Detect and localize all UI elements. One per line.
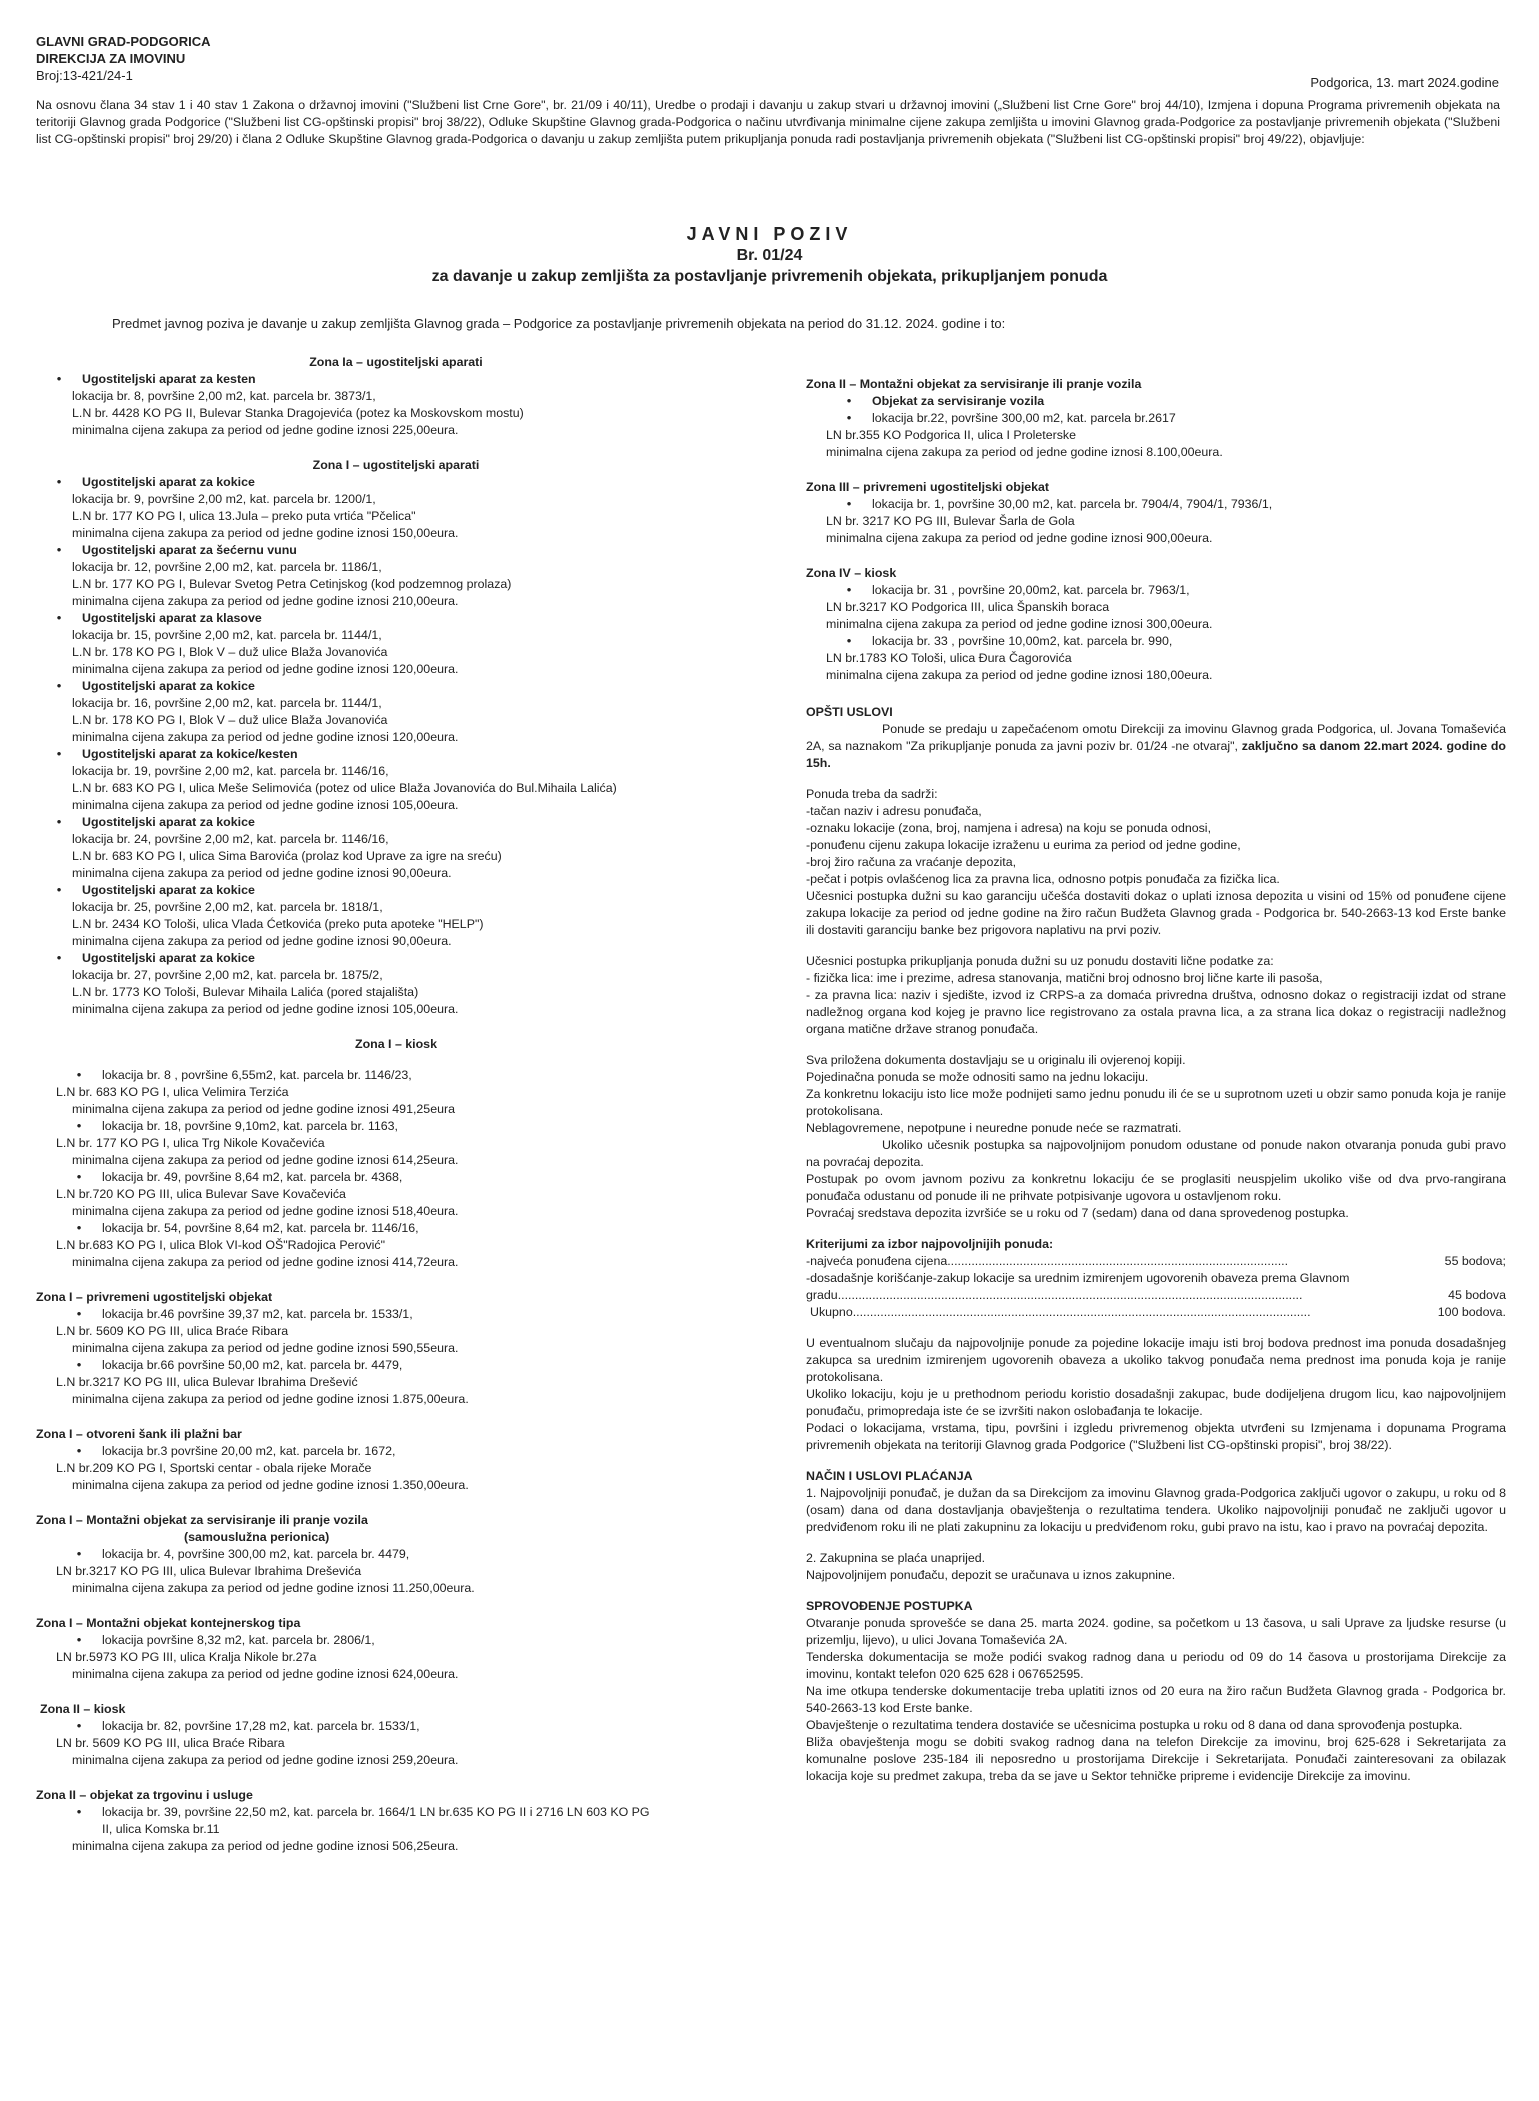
location-item: • lokacija br.66 površine 50,00 m2, kat. parcela br. 4479, L.N br.3217 KO PG III, ulica Bulevar Ibrahima Drešević minimalna cijena zakupa za period od jedne godine iznosi 1.875,00eura. bbox=[36, 1357, 756, 1408]
item-address: L.N br.720 KO PG III, ulica Bulevar Save Kovačevića bbox=[56, 1187, 346, 1201]
item-price: minimalna cijena zakupa za period od jedne godine iznosi 1.875,00eura. bbox=[72, 1392, 469, 1406]
item-price: minimalna cijena zakupa za period od jedne godine iznosi 225,00eura. bbox=[72, 423, 459, 437]
item-price: minimalna cijena zakupa za period od jedne godine iznosi 590,55eura. bbox=[72, 1341, 459, 1355]
item-location: lokacija br. 19, površine 2,00 m2, kat. parcela br. 1146/16, bbox=[72, 764, 389, 778]
list-item: Obavještenje o rezultatima tendera dostaviće se učesnicima postupka u roku od 8 dana od dana sprovođenja postupka. bbox=[806, 1718, 1463, 1732]
item-type: Ugostiteljski aparat za klasove bbox=[82, 611, 262, 625]
item-type: Ugostiteljski aparat za šećernu vunu bbox=[82, 543, 297, 557]
criteria-row bbox=[806, 1253, 1506, 1270]
item-price: minimalna cijena zakupa za period od jedne godine iznosi 105,00eura. bbox=[72, 1002, 459, 1016]
zone-heading: Zona I – privremeni ugostiteljski objekat bbox=[36, 1290, 273, 1304]
criteria-points: 55 bodova; bbox=[1444, 1254, 1506, 1268]
item-price: minimalna cijena zakupa za period od jedne godine iznosi 120,00eura. bbox=[72, 730, 459, 744]
item-location: lokacija br. 1, površine 30,00 m2, kat. parcela br. 7904/4, 7904/1, 7936/1, bbox=[872, 497, 1273, 511]
location-item: • lokacija br. 39, površine 22,50 m2, kat. parcela br. 1664/1 LN br.635 KO PG II i 2716 LN 603 KO PG II, ulica Komska br.11 minimalna cijena zakupa za period od jedne godine iznosi 506,25eura. bbox=[36, 1804, 756, 1855]
location-item: • Ugostiteljski aparat za kokice/kesten lokacija br. 19, površine 2,00 m2, kat. parcela br. 1146/16, L.N br. 683 KO PG I, ulica Meše Selimovića (potez od ulice Blaža Jovanovića do Bul.Mihaila Lalića) minimalna cijena zakupa za period od jedne godine iznosi 105,00eura. bbox=[36, 746, 756, 814]
item-price: minimalna cijena zakupa za period od jedne godine iznosi 90,00eura. bbox=[72, 866, 452, 880]
payment-paragraph: 1. Najpovoljniji ponuđač, je dužan da sa Direkcijom za imovinu Glavnog grada-Podgorica zaključi ugovor o zakupu, u roku od 8 (osam) dana od dana dostavljanja obavještenja o rezultatima tendera. Ukoliko najpovoljniji ponuđač ne zaključi ugovor u predviđenom roku ili ne plati zakupninu za lokaciju u predviđenom roku, gubi pravo na istu, kao i pravo na povraćaj depozita. bbox=[806, 1486, 1506, 1534]
reference-number: Broj:13-421/24-1 bbox=[36, 68, 133, 83]
list-item: - fizička lica: ime i prezime, adresa stanovanja, matični broj odnosno broj lične karte ili pasoša, bbox=[806, 971, 1323, 985]
item-type: Ugostiteljski aparat za kokice bbox=[82, 679, 255, 693]
list-item: Neblagovremene, nepotpune i neuredne ponude neće se razmatrati. bbox=[806, 1121, 1182, 1135]
item-type: Ugostiteljski aparat za kokice bbox=[82, 475, 255, 489]
item-location: lokacija br. 15, površine 2,00 m2, kat. parcela br. 1144/1, bbox=[72, 628, 382, 642]
criteria-total-points: 100 bodova. bbox=[1437, 1305, 1506, 1319]
criteria-label: -najveća ponuđena cijena................................................................................................... bbox=[806, 1254, 1289, 1268]
title-block bbox=[0, 223, 1539, 288]
location-item: • lokacija br.46 površine 39,37 m2, kat. parcela br. 1533/1, L.N br. 5609 KO PG III, ulica Braće Ribara minimalna cijena zakupa za period od jedne godine iznosi 590,55eura. bbox=[36, 1306, 756, 1357]
item-location: lokacija br.22, površine 300,00 m2, kat. parcela br.2617 bbox=[872, 411, 1176, 425]
item-location: lokacija br. 12, površine 2,00 m2, kat. parcela br. 1186/1, bbox=[72, 560, 382, 574]
zone-heading: Zona I – Montažni objekat kontejnerskog tipa bbox=[36, 1616, 301, 1630]
location-item: • lokacija br. 4, površine 300,00 m2, kat. parcela br. 4479, LN br.3217 KO PG III, ulica Bulevar Ibrahima Dreševića minimalna cijena zakupa za period od jedne godine iznosi 11.250,00eura. bbox=[36, 1546, 756, 1597]
item-price: minimalna cijena zakupa za period od jedne godine iznosi 900,00eura. bbox=[826, 531, 1213, 545]
item-location: lokacija br. 8, površine 2,00 m2, kat. parcela br. 3873/1, bbox=[72, 389, 376, 403]
item-location: lokacija br. 33 , površine 10,00m2, kat. parcela br. 990, bbox=[872, 634, 1173, 648]
item-location: lokacija br.66 površine 50,00 m2, kat. parcela br. 4479, bbox=[102, 1358, 403, 1372]
item-address: LN br.5973 KO PG III, ulica Kralja Nikole br.27a bbox=[56, 1650, 317, 1664]
item-location: lokacija br. 8 , površine 6,55m2, kat. parcela br. 1146/23, bbox=[102, 1068, 412, 1082]
item-location: lokacija br. 82, površine 17,28 m2, kat. parcela br. 1533/1, bbox=[102, 1719, 420, 1733]
location-item: • lokacija br. 54, površine 8,64 m2, kat. parcela br. 1146/16, L.N br.683 KO PG I, ulica Blok VI-kod OŠ"Radojica Perović" minimalna cijena zakupa za period od jedne godine iznosi 414,72eura. bbox=[36, 1220, 756, 1271]
item-location: lokacija br.46 površine 39,37 m2, kat. parcela br. 1533/1, bbox=[102, 1307, 413, 1321]
issuer-header bbox=[36, 33, 211, 84]
list-item: Na ime otkupa tenderske dokumentacije treba uplatiti iznos od 20 eura na žiro račun Budžeta Glavnog grada - Podgorica br. 540-2663-13 kod Erste banke. bbox=[806, 1684, 1506, 1715]
item-price: minimalna cijena zakupa za period od jedne godine iznosi 624,00eura. bbox=[72, 1667, 459, 1681]
location-item: • Ugostiteljski aparat za šećernu vunu lokacija br. 12, površine 2,00 m2, kat. parcela br. 1186/1, L.N br. 177 KO PG I, Bulevar Svetog Petra Cetinjskog (kod podzemnog prolaza) minimalna cijena zakupa za period od jedne godine iznosi 210,00eura. bbox=[36, 542, 756, 610]
item-price: minimalna cijena zakupa za period od jedne godine iznosi 11.250,00eura. bbox=[72, 1581, 475, 1595]
list-item: -broj žiro računa za vraćanje depozita, bbox=[806, 855, 1017, 869]
item-location: lokacija br. 16, površine 2,00 m2, kat. parcela br. 1144/1, bbox=[72, 696, 382, 710]
item-type: Ugostiteljski aparat za kokice bbox=[82, 815, 255, 829]
item-price: minimalna cijena zakupa za period od jedne godine iznosi 614,25eura. bbox=[72, 1153, 459, 1167]
criteria-label: gradu....................................................................................................................................... bbox=[806, 1288, 1303, 1302]
location-item: • lokacija br. 33 , površine 10,00m2, kat. parcela br. 990, LN br.1783 KO Tološi, ulica Đura Čagorovića minimalna cijena zakupa za period od jedne godine iznosi 180,00eura. bbox=[806, 633, 1506, 684]
submission-paragraph bbox=[806, 721, 1506, 772]
location-item: • Ugostiteljski aparat za kokice lokacija br. 24, površine 2,00 m2, kat. parcela br. 1146/16, L.N br. 683 KO PG I, ulica Sima Barovića (prolaz kod Uprave za igre na sreću) minimalna cijena zakupa za period od jedne godine iznosi 90,00eura. bbox=[36, 814, 756, 882]
zone-items bbox=[36, 1067, 756, 1271]
item-address: L.N br. 683 KO PG I, ulica Velimira Terzića bbox=[56, 1085, 289, 1099]
item-address: L.N br.3217 KO PG III, ulica Bulevar Ibrahima Drešević bbox=[56, 1375, 358, 1389]
item-price: minimalna cijena zakupa za period od jedne godine iznosi 491,25eura bbox=[72, 1102, 455, 1116]
list-item: Ukoliko lokaciju, koju je u prethodnom periodu koristio dosadašnji zakupac, bude dodijeljena drugom licu, kao najpovoljnijem ponuđaču, primopredaja iste će se izvršiti nakon oslobađanja te lokacije. bbox=[806, 1387, 1506, 1418]
item-address: LN br.355 KO Podgorica II, ulica I Proleterske bbox=[826, 428, 1077, 442]
item-address: LN br. 5609 KO PG III, ulica Braće Ribara bbox=[56, 1736, 285, 1750]
submission-text: Ponude se predaju u zapečaćenom omotu Direkciji za imovinu Glavnog grada Podgorica, ul. Jovana Tomaševića 2A, sa naznakom "Za prikupljanje ponuda za javni poziv br. 01/24 -ne otvaraj", bbox=[806, 722, 1506, 753]
list-item: Bliža obavještenja mogu se dobiti svakog radnog dana na telefon Direkcije za imovinu, broj 625-628 i Sekretarijata za komunalne poslove 235-184 ili neposredno u prostorijama Direkcije i Sekretarijata. Ponuđači zainteresovani za obilazak lokacija koje su predmet zakupa, treba da se jave u Sektor tehničke pripreme i evidencije Direkcije za imovinu. bbox=[806, 1735, 1506, 1783]
list-item: Najpovoljnijem ponuđaču, depozit se uračunava u iznos zakupnine. bbox=[806, 1568, 1176, 1582]
list-item: -oznaku lokacije (zona, broj, namjena i adresa) na koju se ponuda odnosi, bbox=[806, 821, 1212, 835]
list-item: Ponuda treba da sadrži: bbox=[806, 787, 938, 801]
document-title: JAVNI POZIV bbox=[686, 224, 853, 244]
criteria-total-label: Ukupno..................................................................................................................................... bbox=[810, 1305, 1311, 1319]
item-location: lokacija br. 54, površine 8,64 m2, kat. parcela br. 1146/16, bbox=[102, 1221, 419, 1235]
zone-heading: Zona I – otvoreni šank ili plažni bar bbox=[36, 1427, 242, 1441]
item-location: lokacija br. 49, površine 8,64 m2, kat. parcela br. 4368, bbox=[102, 1170, 403, 1184]
tie-break-block bbox=[806, 1335, 1506, 1454]
zone-heading: Zona I – kiosk bbox=[355, 1037, 437, 1051]
zone-heading: Zona I – Montažni objekat za servisiranje ili pranje vozila bbox=[36, 1513, 368, 1527]
zone-heading: Zona I – ugostiteljski aparati bbox=[312, 458, 480, 472]
other-conditions-block bbox=[806, 1052, 1506, 1222]
org-name: GLAVNI GRAD-PODGORICA bbox=[36, 34, 211, 49]
location-item: • lokacija br. 31 , površine 20,00m2, kat. parcela br. 7963/1, LN br.3217 KO Podgorica III, ulica Španskih boraca minimalna cijena zakupa za period od jedne godine iznosi 300,00eura. bbox=[806, 582, 1506, 633]
item-address: L.N br. 5609 KO PG III, ulica Braće Ribara bbox=[56, 1324, 289, 1338]
item-location: lokacija br. 25, površine 2,00 m2, kat. parcela br. 1818/1, bbox=[72, 900, 383, 914]
list-item: Postupak po ovom javnom pozivu za konkretnu lokaciju će se proglasiti neuspjelim ukoliko više od dva prvo-rangirana ponuđača odustanu od ponude ili ne prihvate potpisivanje ugovora u ostavljenom roku. bbox=[806, 1172, 1506, 1203]
list-item: -ponuđenu cijenu zakupa lokacije izraženu u eurima za period od jedne godine, bbox=[806, 838, 1241, 852]
zone-heading: Zona Ia – ugostiteljski aparati bbox=[309, 355, 483, 369]
item-address: L.N br. 177 KO PG I, ulica 13.Jula – preko puta vrtića "Pčelica" bbox=[72, 509, 416, 523]
org-department: DIREKCIJA ZA IMOVINU bbox=[36, 51, 186, 66]
item-location: lokacija br. 31 , površine 20,00m2, kat. parcela br. 7963/1, bbox=[872, 583, 1190, 597]
location-item: • Ugostiteljski aparat za klasove lokacija br. 15, površine 2,00 m2, kat. parcela br. 1144/1, L.N br. 178 KO PG I, Blok V – duž ulice Blaža Jovanovića minimalna cijena zakupa za period od jedne godine iznosi 120,00eura. bbox=[36, 610, 756, 678]
personal-data-block bbox=[806, 953, 1506, 1038]
item-location: lokacija br. 18, površine 9,10m2, kat. parcela br. 1163, bbox=[102, 1119, 398, 1133]
issue-date: Podgorica, 13. mart 2024.godine bbox=[1310, 75, 1499, 90]
item-price: minimalna cijena zakupa za period od jedne godine iznosi 120,00eura. bbox=[72, 662, 459, 676]
item-price: minimalna cijena zakupa za period od jedne godine iznosi 300,00eura. bbox=[826, 617, 1213, 631]
list-item: Povraćaj sredstava depozita izvršiće se u roku od 7 (sedam) dana od dana sprovedenog postupka. bbox=[806, 1206, 1349, 1220]
item-type: Objekat za servisiranje vozila bbox=[872, 394, 1045, 408]
item-price: minimalna cijena zakupa za period od jedne godine iznosi 518,40eura. bbox=[72, 1204, 459, 1218]
list-item: Za konkretnu lokaciju isto lice može podnijeti samo jednu ponudu ili će se u suprotnom uzeti u obzir samo ponuda koja je ranije protokolisana. bbox=[806, 1087, 1506, 1118]
item-address: LN br.3217 KO PG III, ulica Bulevar Ibrahima Dreševića bbox=[56, 1564, 362, 1578]
location-item: • lokacija br. 1, površine 30,00 m2, kat. parcela br. 7904/4, 7904/1, 7936/1, LN br. 3217 KO PG III, Bulevar Šarla de Gola minimalna cijena zakupa za period od jedne godine iznosi 900,00eura. bbox=[806, 496, 1506, 547]
list-item: -tačan naziv i adresu ponuđača, bbox=[806, 804, 982, 818]
item-price: minimalna cijena zakupa za period od jedne godine iznosi 150,00eura. bbox=[72, 526, 459, 540]
item-location: lokacija br. 24, površine 2,00 m2, kat. parcela br. 1146/16, bbox=[72, 832, 389, 846]
item-price: minimalna cijena zakupa za period od jedne godine iznosi 414,72eura. bbox=[72, 1255, 459, 1269]
item-address: L.N br. 683 KO PG I, ulica Meše Selimovića (potez od ulice Blaža Jovanovića do Bul.Mihaila Lalića) bbox=[72, 781, 617, 795]
location-item: • Ugostiteljski aparat za kokice lokacija br. 27, površine 2,00 m2, kat. parcela br. 1875/2, L.N br. 1773 KO Tološi, Bulevar Mihaila Lalića (pored stajališta) minimalna cijena zakupa za period od jedne godine iznosi 105,00eura. bbox=[36, 950, 756, 1018]
location-item: • Objekat za servisiranje vozila • lokacija br.22, površine 300,00 m2, kat. parcela br.2617 LN br.355 KO Podgorica II, ulica I Proleterske minimalna cijena zakupa za period od jedne godine iznosi 8.100,00eura. bbox=[806, 393, 1506, 461]
item-type: Ugostiteljski aparat za kokice bbox=[82, 883, 255, 897]
item-location: lokacija br.3 površine 20,00 m2, kat. parcela br. 1672, bbox=[102, 1444, 396, 1458]
item-price: minimalna cijena zakupa za period od jedne godine iznosi 8.100,00eura. bbox=[826, 445, 1223, 459]
location-item: • Ugostiteljski aparat za kesten lokacija br. 8, površine 2,00 m2, kat. parcela br. 3873/1, L.N br. 4428 KO PG II, Bulevar Stanka Dragojevića (potez ka Moskovskom mostu) minimalna cijena zakupa za period od jedne godine iznosi 225,00eura. bbox=[36, 371, 756, 439]
list-item: Ukoliko učesnik postupka sa najpovoljnijom ponudom odustane od ponude nakon otvaranja ponuda gubi pravo na povraćaj depozita. bbox=[806, 1138, 1506, 1169]
document-subtitle: za davanje u zakup zemljišta za postavljanje privremenih objekata, prikupljanjem ponuda bbox=[431, 268, 1108, 285]
right-column bbox=[806, 374, 1506, 1799]
list-item: 2. Zakupnina se plaća unaprijed. bbox=[806, 1551, 986, 1565]
item-location: lokacija br. 39, površine 22,50 m2, kat. parcela br. 1664/1 LN br.635 KO PG II i 2716 LN 603 KO PG bbox=[102, 1805, 650, 1819]
item-address: L.N br. 2434 KO Tološi, ulica Vlada Ćetkovića (preko puta apoteke "HELP") bbox=[72, 917, 484, 931]
legal-basis-paragraph: Na osnovu člana 34 stav 1 i 40 stav 1 Zakona o državnoj imovini ("Službeni list Crne Gore", br. 21/09 i 40/11), Uredbe o prodaji i davanju u zakup stvari u državnoj imovini („Službeni list Crne Gore" broj 44/10), Izmjena i dopuna Programa privremenih objekata na teritoriji Glavnog grada Podgorice ("Službeni list CG-opštinski propisi" broj 38/22), Odluke Skupštine Glavnog grada-Podgorica o načinu utvrđivanja minimalne cijene zakupa zemljišta u imovini Glavnog grada-Podgorice za postavljanje privremenih objekata ("Službeni list CG-opštinski propisi" broj 29/20) i člana 2 Odluke Skupštine Glavnog grada-Podgorica o davanju u zakup zemljišta putem prikupljanja ponuda radi postavljanja privremenih objekata ("Službeni list CG-opštinski propisi" broj 49/22), objavljuje: bbox=[36, 98, 1500, 146]
item-address: LN br. 3217 KO PG III, Bulevar Šarla de Gola bbox=[826, 514, 1075, 528]
deposit-text: Učesnici postupka dužni su kao garanciju učešća dostaviti dokaz o uplati iznosa depozita u visini od 15% od ponuđene cijene zakupa lokacije za period od jedne godine na žiro račun Budžeta Glavnog grada - Podgorica br. 540-2663-13 kod Erste banke ili dostaviti garanciju banke bez prigovora naplativu na prvi poziv. bbox=[806, 889, 1506, 937]
item-price: minimalna cijena zakupa za period od jedne godine iznosi 90,00eura. bbox=[72, 934, 452, 948]
zone-items bbox=[36, 474, 756, 1018]
location-item: • lokacija površine 8,32 m2, kat. parcela br. 2806/1, LN br.5973 KO PG III, ulica Kralja Nikole br.27a minimalna cijena zakupa za period od jedne godine iznosi 624,00eura. bbox=[36, 1632, 756, 1683]
zone-heading: Zona IV – kiosk bbox=[806, 566, 897, 580]
item-address: L.N br. 177 KO PG I, ulica Trg Nikole Kovačevića bbox=[56, 1136, 325, 1150]
item-price: minimalna cijena zakupa za period od jedne godine iznosi 210,00eura. bbox=[72, 594, 459, 608]
document-number: Br. 01/24 bbox=[736, 247, 803, 264]
location-item: • Ugostiteljski aparat za kokice lokacija br. 9, površine 2,00 m2, kat. parcela br. 1200/1, L.N br. 177 KO PG I, ulica 13.Jula – preko puta vrtića "Pčelica" minimalna cijena zakupa za period od jedne godine iznosi 150,00eura. bbox=[36, 474, 756, 542]
item-price: minimalna cijena zakupa za period od jedne godine iznosi 1.350,00eura. bbox=[72, 1478, 469, 1492]
location-item: • Ugostiteljski aparat za kokice lokacija br. 16, površine 2,00 m2, kat. parcela br. 1144/1, L.N br. 178 KO PG I, Blok V – duž ulice Blaža Jovanovića minimalna cijena zakupa za period od jedne godine iznosi 120,00eura. bbox=[36, 678, 756, 746]
item-address: L.N br.209 KO PG I, Sportski centar - obala rijeke Morače bbox=[56, 1461, 372, 1475]
criteria-row bbox=[806, 1287, 1506, 1304]
item-location: lokacija površine 8,32 m2, kat. parcela br. 2806/1, bbox=[102, 1633, 375, 1647]
list-item: -pečat i potpis ovlašćenog lica za pravna lica, odnosno potpis ponuđača za fizička lica. bbox=[806, 872, 1280, 886]
list-item: Pojedinačna ponuda se može odnositi samo na jednu lokaciju. bbox=[806, 1070, 1149, 1084]
location-item: • lokacija br. 8 , površine 6,55m2, kat. parcela br. 1146/23, L.N br. 683 KO PG I, ulica Velimira Terzića minimalna cijena zakupa za period od jedne godine iznosi 491,25eura bbox=[36, 1067, 756, 1118]
location-item: • lokacija br. 82, površine 17,28 m2, kat. parcela br. 1533/1, LN br. 5609 KO PG III, ulica Braće Ribara minimalna cijena zakupa za period od jedne godine iznosi 259,20eura. bbox=[36, 1718, 756, 1769]
list-item: - za pravna lica: naziv i sjedište, izvod iz CRPS-a za domaća privredna društva, odnosno dokaz o registraciji izdat od strane nadležnog organa kod kojeg je pravno lice registrovano za ostala pravna lica, a za strana lica dokaz o registraciji nadležnog organa matične države stranog ponuđača. bbox=[806, 988, 1506, 1036]
item-location: lokacija br. 27, površine 2,00 m2, kat. parcela br. 1875/2, bbox=[72, 968, 383, 982]
item-address: LN br.1783 KO Tološi, ulica Đura Čagorovića bbox=[826, 651, 1072, 665]
item-price: minimalna cijena zakupa za period od jedne godine iznosi 180,00eura. bbox=[826, 668, 1213, 682]
list-item: Podaci o lokacijama, vrstama, tipu, površini i izgledu privremenog objekta utvrđeni su Izmjenama i dopunama Programa privremenih objekata na teritoriji Glavnog grada Podgorice ("Službeni list CG-opštinski propisi", broj 38/22). bbox=[806, 1421, 1506, 1452]
criteria-heading: Kriterijumi za izbor najpovoljnijih ponuda: bbox=[806, 1237, 1054, 1251]
item-address: L.N br.683 KO PG I, ulica Blok VI-kod OŠ"Radojica Perović" bbox=[56, 1238, 386, 1252]
payment-terms bbox=[806, 1550, 1506, 1584]
item-address: LN br.3217 KO Podgorica III, ulica Španskih boraca bbox=[826, 600, 1110, 614]
list-item: U eventualnom slučaju da najpovoljnije ponude za pojedine lokacije imaju isti broj bodova prednost ima ponuda dosadašnjeg zakupca sa urednim izmirenjem ugovorenih obaveza a ukoliko takvog ponuđača nema prednost ima ponuda koja je ranije protokolisana. bbox=[806, 1336, 1506, 1384]
item-location: lokacija br. 9, površine 2,00 m2, kat. parcela br. 1200/1, bbox=[72, 492, 376, 506]
item-address: L.N br. 683 KO PG I, ulica Sima Barovića (prolaz kod Uprave za igre na sreću) bbox=[72, 849, 502, 863]
submission-deadline: zaključno sa danom 22.mart 2024. godine do 15h. bbox=[806, 739, 1506, 770]
zone-heading: Zona II – kiosk bbox=[40, 1702, 126, 1716]
item-address: L.N br. 178 KO PG I, Blok V – duž ulice Blaža Jovanovića bbox=[72, 713, 388, 727]
list-item: Učesnici postupka prikupljanja ponuda dužni su uz ponudu dostaviti lične podatke za: bbox=[806, 954, 1274, 968]
item-price: minimalna cijena zakupa za period od jedne godine iznosi 105,00eura. bbox=[72, 798, 459, 812]
location-item: • Ugostiteljski aparat za kokice lokacija br. 25, površine 2,00 m2, kat. parcela br. 1818/1, L.N br. 2434 KO Tološi, ulica Vlada Ćetkovića (preko puta apoteke "HELP") minimalna cijena zakupa za period od jedne godine iznosi 90,00eura. bbox=[36, 882, 756, 950]
item-address: L.N br. 4428 KO PG II, Bulevar Stanka Dragojevića (potez ka Moskovskom mostu) bbox=[72, 406, 524, 420]
procedure-block bbox=[806, 1615, 1506, 1785]
criteria-label: -dosadašnje korišćanje-zakup lokacije sa urednim izmirenjem ugovorenih obaveza prema Glavnom bbox=[806, 1271, 1350, 1285]
zone-subheading: (samouslužna perionica) bbox=[184, 1530, 330, 1544]
zone-heading: Zona II – objekat za trgovinu i usluge bbox=[36, 1788, 253, 1802]
criteria-block bbox=[806, 1236, 1506, 1321]
zone-heading: Zona III – privremeni ugostiteljski objekat bbox=[806, 480, 1050, 494]
item-address: II, ulica Komska br.11 bbox=[102, 1822, 220, 1836]
section-heading: SPROVOĐENJE POSTUPKA bbox=[806, 1599, 973, 1613]
list-item: Tenderska dokumentacija se može podići svakog radnog dana u periodu od 09 do 14 časova u prostorijama Direkcije za imovinu, kontakt telefon 020 625 628 i 067652595. bbox=[806, 1650, 1506, 1681]
item-address: L.N br. 177 KO PG I, Bulevar Svetog Petra Cetinjskog (kod podzemnog prolaza) bbox=[72, 577, 512, 591]
criteria-total-row bbox=[806, 1304, 1506, 1321]
subject-line: Predmet javnog poziva je davanje u zakup zemljišta Glavnog grada – Podgorice za postavljanje privremenih objekata na period do 31.12. 2024. godine i to: bbox=[112, 316, 1006, 331]
criteria-points: 45 bodova bbox=[1448, 1288, 1506, 1302]
item-address: L.N br. 178 KO PG I, Blok V – duž ulice Blaža Jovanovića bbox=[72, 645, 388, 659]
item-price: minimalna cijena zakupa za period od jedne godine iznosi 506,25eura. bbox=[72, 1839, 459, 1853]
item-address: L.N br. 1773 KO Tološi, Bulevar Mihaila Lalića (pored stajališta) bbox=[72, 985, 419, 999]
item-type: Ugostiteljski aparat za kokice bbox=[82, 951, 255, 965]
zone-heading: Zona II – Montažni objekat za servisiranje ili pranje vozila bbox=[806, 377, 1142, 391]
item-price: minimalna cijena zakupa za period od jedne godine iznosi 259,20eura. bbox=[72, 1753, 459, 1767]
item-type: Ugostiteljski aparat za kokice/kesten bbox=[82, 747, 298, 761]
list-item: Otvaranje ponuda sprovešće se dana 25. marta 2024. godine, sa početkom u 13 časova, u sali Uprave za ljudske resurse (u prizemlju, lijevo), u ulici Jovana Tomaševića 2A. bbox=[806, 1616, 1506, 1647]
section-heading: OPŠTI USLOVI bbox=[806, 705, 893, 719]
list-item: Sva priložena dokumenta dostavljaju se u originalu ili ovjerenoj kopiji. bbox=[806, 1053, 1186, 1067]
location-item: • lokacija br. 18, površine 9,10m2, kat. parcela br. 1163, L.N br. 177 KO PG I, ulica Trg Nikole Kovačevića minimalna cijena zakupa za period od jedne godine iznosi 614,25eura. bbox=[36, 1118, 756, 1169]
location-item: • lokacija br. 49, površine 8,64 m2, kat. parcela br. 4368, L.N br.720 KO PG III, ulica Bulevar Save Kovačevića minimalna cijena zakupa za period od jedne godine iznosi 518,40eura. bbox=[36, 1169, 756, 1220]
item-location: lokacija br. 4, površine 300,00 m2, kat. parcela br. 4479, bbox=[102, 1547, 410, 1561]
offer-content-list bbox=[806, 786, 1506, 939]
location-item: • lokacija br.3 površine 20,00 m2, kat. parcela br. 1672, L.N br.209 KO PG I, Sportski centar - obala rijeke Morače minimalna cijena zakupa za period od jedne godine iznosi 1.350,00eura. bbox=[36, 1443, 756, 1494]
item-type: Ugostiteljski aparat za kesten bbox=[82, 372, 256, 386]
left-column bbox=[36, 352, 756, 1855]
section-heading: NAČIN I USLOVI PLAĆANJA bbox=[806, 1469, 973, 1483]
